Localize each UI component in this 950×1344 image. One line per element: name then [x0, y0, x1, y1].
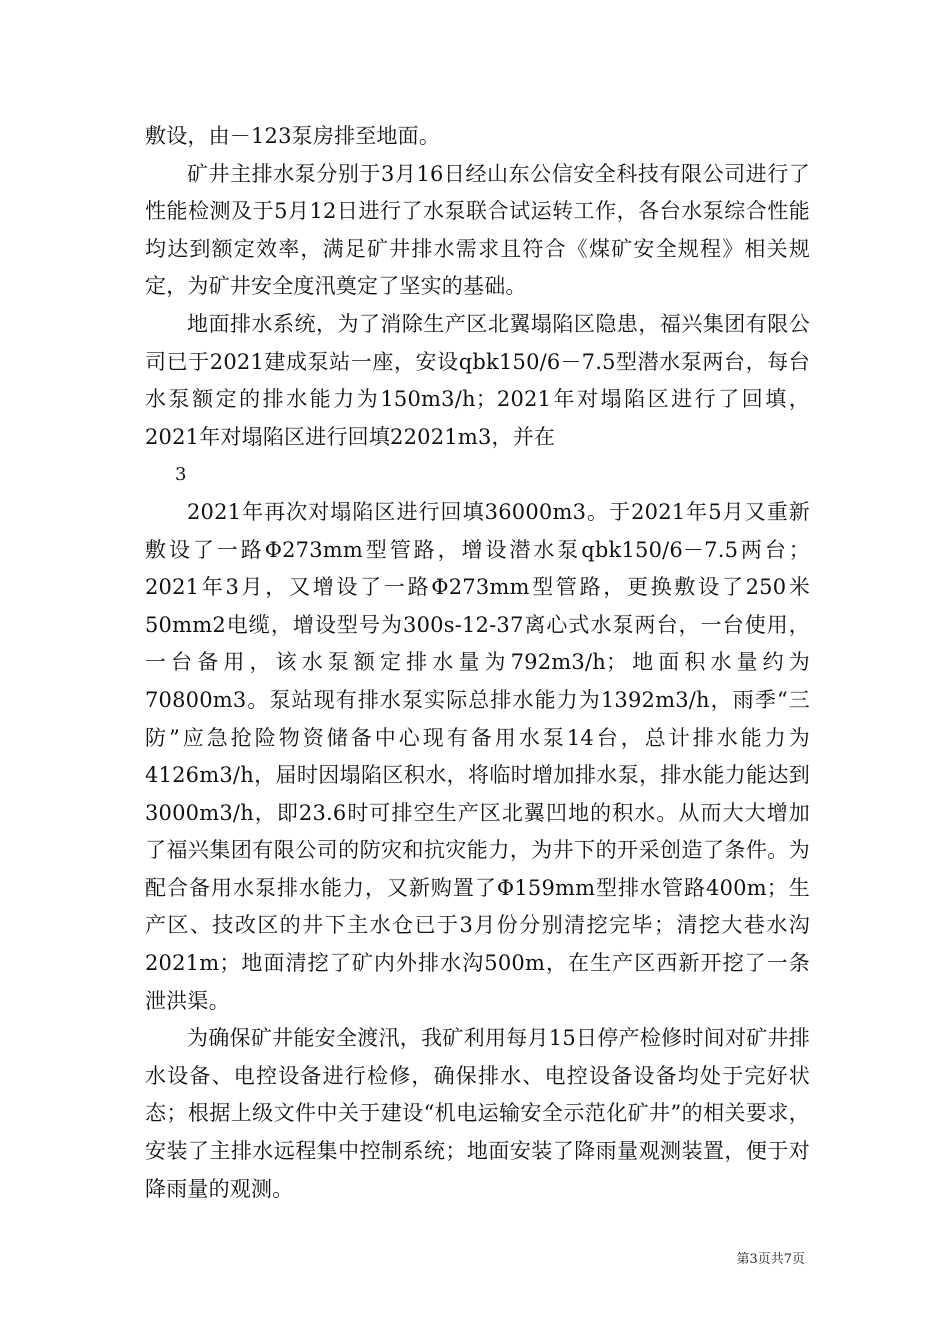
- paragraph-1: 敷设，由－123泵房排至地面。: [145, 124, 441, 148]
- paragraph-2: 矿井主排水泵分别于3月16日经山东公信安全科技有限公司进行了性能检测及于5月12日进行了水泵联合试运转工作，各台水泵综合性能均达到额定效率，满足矿井排水需求且符合《煤矿安全规程》相关规定，为矿井安全度汛奠定了坚实的基础。: [145, 161, 810, 299]
- paragraph-4: 2021年再次对塌陷区进行回填36000m3。于2021年5月又重新敷设了一路Φ273mm型管路，增设潜水泵qbk150/6－7.5两台；2021年3月，又增设了一路Φ273mm型管路，更换敷设了250米50mm2电缆，增设型号为300s-12-37离心式水泵两台，一台使用，一台备用，该水泵额定排水量为792m3/h；地面积水量约为70800m3。泵站现有排水泵实际总排水能力为1392m3/h，雨季“三防”应急抢险物资储备中心现有备用水泵14台，总计排水能力为4126m3/h，届时因塌陷区积水，将临时增加排水泵，排水能力能达到3000m3/h，即23.6时可排空生产区北翼凹地的积水。从而大大增加了福兴集团有限公司的防灾和抗灾能力，为井下的开采创造了条件。为配合备用水泵排水能力，又新购置了Φ159mm型排水管路400m；生产区、技改区的井下主水仓已于3月份分别清挖完毕；清挖大巷水沟2021m；地面清挖了矿内外排水沟500m，在生产区西新开挖了一条泄洪渠。: [145, 499, 810, 1013]
- paragraph-3: 地面排水系统，为了消除生产区北翼塌陷区隐患，福兴集团有限公司已于2021建成泵站一座，安设qbk150/6－7.5型潜水泵两台，每台水泵额定的排水能力为150m3/h；2021年对塌陷区进行了回填，2021年对塌陷区进行回填22021m3，并在: [145, 311, 810, 449]
- page-footer: 第3页共7页: [736, 1252, 805, 1267]
- body-text: [145, 118, 810, 1208]
- inline-page-number: 3: [175, 464, 187, 486]
- paragraph-5: 为确保矿井能安全渡汛，我矿利用每月15日停产检修时间对矿井排水设备、电控设备进行检修，确保排水、电控设备设备均处于完好状态；根据上级文件中关于建设“机电运输安全示范化矿井”的相关要求，安装了主排水远程集中控制系统；地面安装了降雨量观测装置，便于对降雨量的观测。: [145, 1026, 810, 1201]
